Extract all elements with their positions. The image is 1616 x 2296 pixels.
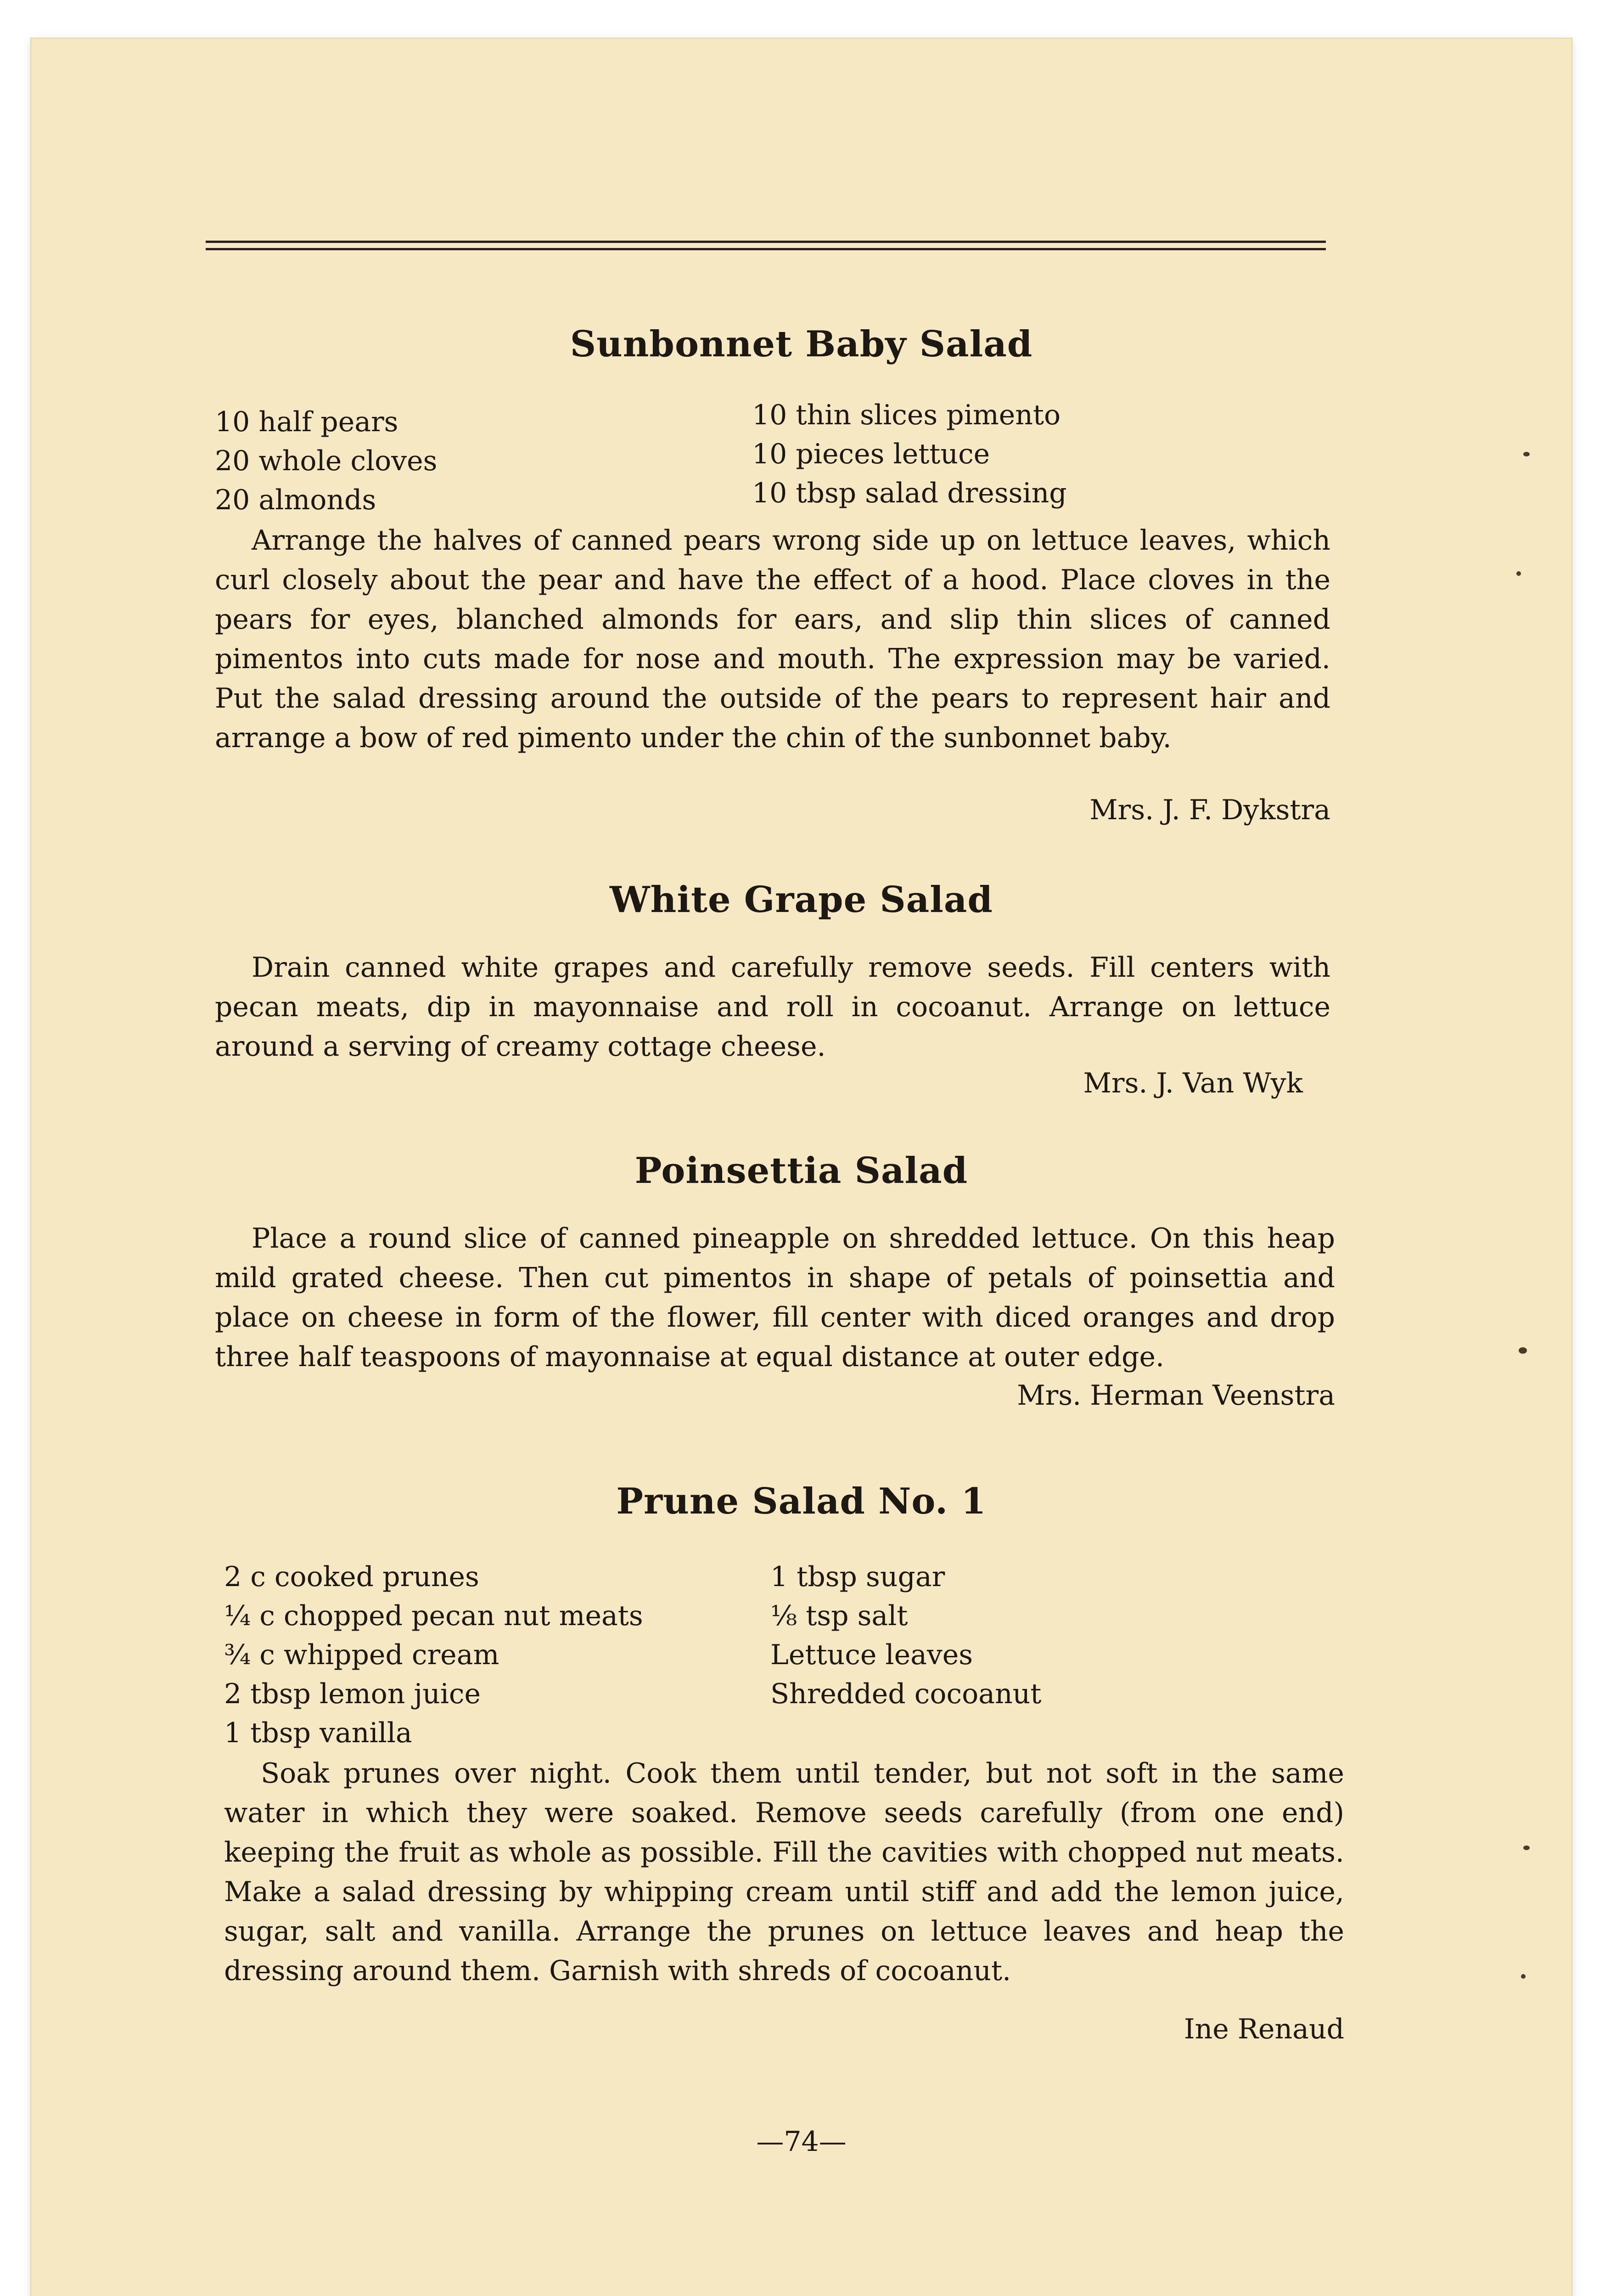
recipe-author-poinsettia: Mrs. Herman Veenstra: [1017, 1379, 1335, 1412]
ingredient-item: 2 c cooked prunes: [224, 1561, 479, 1593]
recipe-directions-sunbonnet: Arrange the halves of canned pears wrong side up on lettuce leaves, which curl closely about the pear and have the effect of a hood. Place cloves in the pears for eyes, blanched almonds for ears, and slip thin slices of canned pimentos into cuts made for nose and mouth. The expression may be varied. Put the salad dressing around the outside of the pears to represent hair and arrange a bow of red pimento under the chin of the sunbonnet baby.: [215, 524, 1330, 754]
recipe-title-white-grape: White Grape Salad: [610, 879, 993, 921]
paper-speck: [1516, 571, 1521, 576]
recipe-title-sunbonnet: Sunbonnet Baby Salad: [570, 323, 1033, 365]
page-number: —74—: [756, 2126, 847, 2158]
ingredient-item: 10 pieces lettuce: [752, 438, 990, 470]
ingredient-item: ¾ c whipped cream: [224, 1639, 499, 1671]
recipe-directions-prune: Soak prunes over night. Cook them until tender, but not soft in the same water in which they were soaked. Remove seeds carefully (from one end) keeping the fruit as whole as possible. Fill the cavities with chopped nut meats. Make a salad dressing by whipping cream until stiff and add the lemon juice, sugar, salt and vanilla. Arrange the prunes on lettuce leaves and heap the dressing around them. Garnish with shreds of cocoanut.: [224, 1757, 1344, 1987]
ingredient-item: 10 tbsp salad dressing: [752, 477, 1067, 509]
ingredient-item: 10 thin slices pimento: [752, 399, 1061, 431]
paper-speck: [1519, 1347, 1527, 1354]
ingredient-item: 10 half pears: [215, 406, 398, 438]
ingredient-item: Lettuce leaves: [770, 1639, 973, 1671]
recipe-author-white-grape: Mrs. J. Van Wyk: [1083, 1067, 1303, 1099]
recipe-directions-poinsettia: Place a round slice of canned pineapple on shredded lettuce. On this heap mild grated cheese. Then cut pimentos in shape of petals of poinsettia and place on cheese in form of the flower, fill center with diced oranges and drop three half teaspoons of mayonnaise at equal distance at outer edge.: [215, 1222, 1335, 1373]
book-page: [31, 39, 1571, 2296]
ingredient-item: ¼ c chopped pecan nut meats: [224, 1600, 643, 1632]
ingredient-item: Shredded cocoanut: [770, 1678, 1042, 1710]
ingredient-item: 1 tbsp vanilla: [224, 1717, 412, 1749]
paper-speck: [1523, 1846, 1530, 1850]
header-rule-top: [206, 241, 1326, 243]
header-rule-bottom: [206, 248, 1326, 250]
ingredient-item: 20 whole cloves: [215, 445, 438, 477]
paper-speck: [1523, 452, 1530, 456]
recipe-author-prune: Ine Renaud: [1184, 2013, 1344, 2045]
recipe-author-sunbonnet: Mrs. J. F. Dykstra: [1089, 794, 1330, 826]
recipe-directions-white-grape: Drain canned white grapes and carefully remove seeds. Fill centers with pecan meats, dip in mayonnaise and roll in cocoanut. Arrange on lettuce around a serving of creamy cottage cheese.: [215, 951, 1330, 1063]
recipe-title-poinsettia: Poinsettia Salad: [634, 1150, 968, 1192]
paper-speck: [1521, 1974, 1526, 1979]
ingredient-item: ⅛ tsp salt: [770, 1600, 908, 1632]
ingredient-item: 20 almonds: [215, 484, 376, 516]
ingredient-item: 2 tbsp lemon juice: [224, 1678, 481, 1710]
ingredient-item: 1 tbsp sugar: [770, 1561, 945, 1593]
recipe-title-prune: Prune Salad No. 1: [616, 1480, 987, 1522]
